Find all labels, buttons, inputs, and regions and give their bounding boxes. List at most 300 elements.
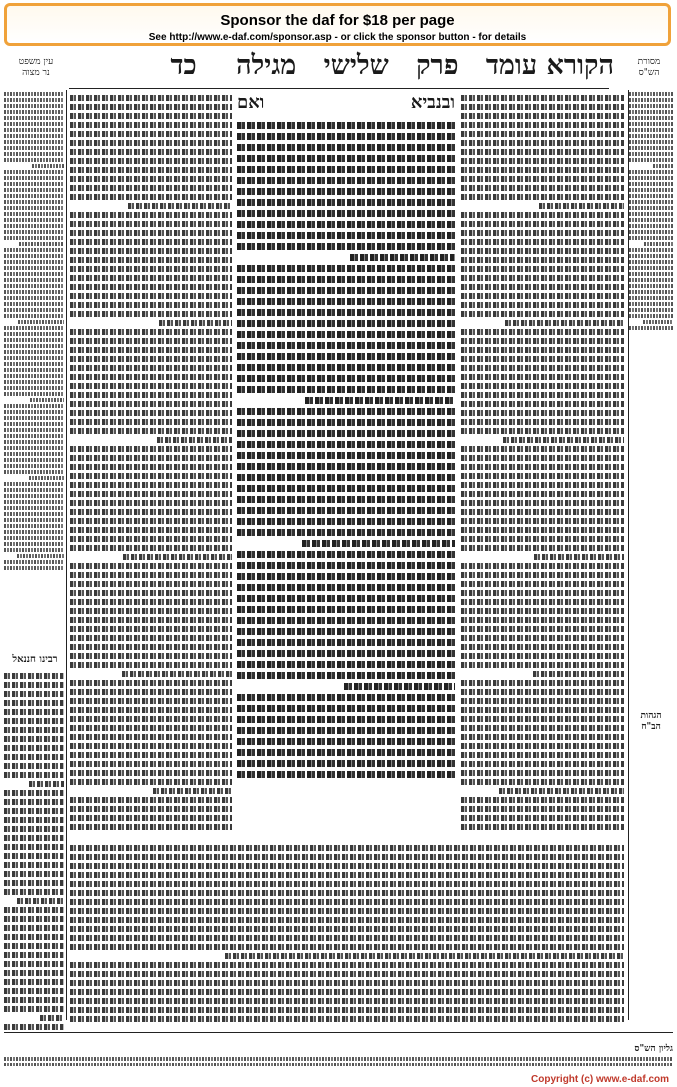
text-line: [533, 671, 624, 677]
text-line: [70, 401, 232, 407]
text-line: [70, 545, 232, 551]
text-line: [4, 961, 64, 967]
text-line: [237, 199, 455, 206]
text-line: [461, 167, 624, 173]
copyright-text: Copyright (c) www.e-daf.com: [531, 1074, 669, 1085]
text-line: [70, 617, 232, 623]
text-line: [4, 925, 64, 931]
text-line: [629, 140, 673, 144]
text-line: [70, 806, 232, 812]
gilyon-rule: [4, 1032, 673, 1033]
lower-commentary: [70, 842, 624, 1027]
tosafot-column: [70, 92, 232, 832]
text-line: [70, 563, 232, 569]
text-line: [70, 917, 624, 923]
text-line: [237, 375, 455, 382]
text-line: [70, 635, 232, 641]
text-line: [70, 599, 232, 605]
text-line: [4, 230, 64, 234]
text-line: [70, 482, 232, 488]
text-line: [70, 761, 232, 767]
text-line: [225, 953, 624, 959]
text-line: [237, 243, 455, 250]
sponsor-title: Sponsor the daf for $18 per page: [220, 12, 455, 29]
gilyon-heading: גליון הש"ס: [634, 1044, 673, 1054]
text-line: [461, 464, 624, 470]
text-line: [30, 398, 64, 402]
text-line: [4, 350, 64, 354]
text-line: [70, 509, 232, 515]
text-line: [461, 473, 624, 479]
text-line: [70, 311, 232, 317]
text-line: [4, 1057, 673, 1061]
text-line: [461, 239, 624, 245]
text-line: [629, 254, 673, 258]
text-line: [237, 738, 455, 745]
text-line: [70, 347, 232, 353]
text-line: [70, 365, 232, 371]
text-line: [461, 536, 624, 542]
text-line: [70, 824, 232, 830]
chapter-number: שלישי: [323, 50, 389, 81]
text-line: [461, 122, 624, 128]
text-line: [237, 463, 455, 470]
text-line: [629, 116, 673, 120]
text-line: [461, 707, 624, 713]
text-line: [4, 934, 64, 940]
text-line: [461, 626, 624, 632]
text-line: [461, 284, 624, 290]
text-line: [237, 716, 455, 723]
right-margin-label: מסורת הש"ס: [637, 57, 661, 78]
text-line: [461, 347, 624, 353]
text-line: [237, 298, 455, 305]
text-line: [70, 392, 232, 398]
text-line: [461, 221, 624, 227]
text-line: [237, 562, 455, 569]
text-line: [461, 212, 624, 218]
text-line: [157, 437, 232, 443]
text-line: [70, 500, 232, 506]
text-line: [629, 302, 673, 306]
text-line: [70, 725, 232, 731]
text-line: [629, 284, 673, 288]
text-line: [17, 554, 64, 558]
text-line: [70, 257, 232, 263]
text-line: [70, 176, 232, 182]
text-line: [70, 428, 232, 434]
text-line: [461, 563, 624, 569]
text-line: [461, 248, 624, 254]
text-line: [4, 434, 64, 438]
text-line: [70, 1007, 624, 1013]
text-line: [70, 248, 232, 254]
text-line: [70, 419, 232, 425]
text-line: [4, 278, 64, 282]
text-line: [70, 266, 232, 272]
text-line: [4, 542, 64, 546]
text-line: [4, 470, 64, 474]
text-line: [70, 644, 232, 650]
text-line: [4, 314, 64, 318]
text-line: [70, 989, 624, 995]
text-line: [40, 1015, 64, 1021]
text-line: [237, 694, 455, 701]
text-line: [70, 707, 232, 713]
text-line: [237, 584, 455, 591]
text-line: [461, 581, 624, 587]
text-line: [461, 509, 624, 515]
text-line: [4, 218, 64, 222]
text-line: [70, 185, 232, 191]
text-line: [17, 898, 64, 904]
text-line: [461, 95, 624, 101]
text-line: [4, 682, 64, 688]
opening-word-right: ובנביא: [410, 92, 455, 113]
rashi-column: [461, 92, 624, 832]
text-line: [70, 815, 232, 821]
text-line: [461, 734, 624, 740]
text-line: [32, 164, 64, 168]
text-line: [302, 540, 455, 547]
text-line: [461, 104, 624, 110]
sponsor-subtitle: See http://www.e-daf.com/sponsor.asp - or click the sponsor button - for details: [148, 32, 527, 43]
sponsor-banner[interactable]: [4, 3, 671, 46]
text-line: [70, 1016, 624, 1022]
chapter-word: פרק: [416, 50, 459, 81]
text-line: [70, 881, 624, 887]
text-line: [4, 410, 64, 414]
text-line: [4, 709, 64, 715]
text-line: [4, 194, 64, 198]
text-line: [4, 98, 64, 102]
text-line: [70, 527, 232, 533]
text-line: [461, 338, 624, 344]
text-line: [461, 482, 624, 488]
text-line: [629, 182, 673, 186]
text-line: [237, 474, 455, 481]
text-line: [461, 617, 624, 623]
text-line: [237, 551, 455, 558]
text-line: [70, 221, 232, 227]
text-line: [4, 188, 64, 192]
text-line: [4, 988, 64, 994]
text-line: [237, 573, 455, 580]
text-line: [4, 200, 64, 204]
text-line: [461, 356, 624, 362]
text-line: [237, 177, 455, 184]
text-line: [4, 416, 64, 420]
text-line: [461, 572, 624, 578]
talmud-page: [4, 50, 673, 1080]
text-line: [461, 293, 624, 299]
text-line: [539, 203, 624, 209]
text-line: [4, 524, 64, 528]
text-line: [629, 218, 673, 222]
text-line: [237, 441, 455, 448]
text-line: [461, 446, 624, 452]
text-line: [237, 705, 455, 712]
text-line: [4, 464, 64, 468]
text-line: [70, 608, 232, 614]
text-line: [461, 140, 624, 146]
text-line: [4, 844, 64, 850]
text-line: [4, 1006, 64, 1012]
text-line: [629, 212, 673, 216]
text-line: [461, 230, 624, 236]
text-line: [461, 608, 624, 614]
text-line: [4, 808, 64, 814]
text-line: [123, 554, 232, 560]
text-line: [4, 727, 64, 733]
text-line: [70, 194, 232, 200]
text-line: [4, 1024, 64, 1030]
text-line: [237, 386, 455, 393]
text-line: [499, 788, 625, 794]
text-line: [237, 496, 455, 503]
text-line: [4, 428, 64, 432]
text-line: [159, 320, 232, 326]
text-line: [4, 817, 64, 823]
text-line: [461, 194, 624, 200]
text-line: [70, 653, 232, 659]
text-line: [70, 383, 232, 389]
page-number: כד: [170, 50, 197, 81]
text-line: [4, 236, 64, 240]
text-line: [629, 122, 673, 126]
text-line: [18, 320, 64, 324]
text-line: [629, 206, 673, 210]
text-line: [461, 698, 624, 704]
header-rule: [69, 88, 609, 89]
text-line: [237, 133, 455, 140]
text-line: [461, 806, 624, 812]
text-line: [461, 176, 624, 182]
text-line: [629, 134, 673, 138]
text-line: [4, 952, 64, 958]
text-line: [70, 926, 624, 932]
text-line: [4, 446, 64, 450]
text-line: [237, 331, 455, 338]
text-line: [70, 464, 232, 470]
text-line: [4, 116, 64, 120]
text-line: [4, 110, 64, 114]
text-line: [70, 518, 232, 524]
text-line: [4, 254, 64, 258]
text-line: [503, 437, 624, 443]
text-line: [461, 419, 624, 425]
text-line: [461, 779, 624, 785]
text-line: [29, 781, 64, 787]
text-line: [70, 581, 232, 587]
text-line: [4, 916, 64, 922]
text-line: [70, 149, 232, 155]
text-line: [461, 761, 624, 767]
text-line: [128, 203, 232, 209]
left-margin-label: עין משפט נר מצוה: [18, 57, 54, 78]
text-line: [461, 653, 624, 659]
text-line: [4, 745, 64, 751]
text-line: [629, 152, 673, 156]
text-line: [4, 344, 64, 348]
text-line: [237, 265, 455, 272]
text-line: [4, 170, 64, 174]
text-line: [461, 824, 624, 830]
text-line: [629, 296, 673, 300]
text-line: [237, 452, 455, 459]
text-line: [4, 691, 64, 697]
text-line: [70, 845, 624, 851]
text-line: [643, 320, 673, 324]
text-line: [237, 188, 455, 195]
text-line: [70, 899, 624, 905]
text-line: [237, 760, 455, 767]
text-line: [4, 338, 64, 342]
text-line: [629, 104, 673, 108]
text-line: [461, 374, 624, 380]
text-line: [4, 736, 64, 742]
text-line: [4, 763, 64, 769]
text-line: [4, 212, 64, 216]
text-line: [461, 815, 624, 821]
text-line: [4, 122, 64, 126]
text-line: [461, 689, 624, 695]
text-line: [4, 506, 64, 510]
text-line: [237, 122, 455, 129]
text-line: [4, 871, 64, 877]
text-line: [4, 853, 64, 859]
text-line: [629, 176, 673, 180]
text-line: [4, 248, 64, 252]
text-line: [4, 790, 64, 796]
text-line: [70, 455, 232, 461]
text-line: [70, 302, 232, 308]
text-line: [70, 104, 232, 110]
text-line: [4, 206, 64, 210]
text-line: [629, 266, 673, 270]
text-line: [70, 491, 232, 497]
text-line: [70, 872, 624, 878]
text-line: [237, 430, 455, 437]
text-line: [4, 374, 64, 378]
text-line: [461, 131, 624, 137]
text-line: [4, 326, 64, 330]
text-line: [4, 512, 64, 516]
text-line: [70, 212, 232, 218]
text-line: [70, 962, 624, 968]
text-line: [237, 661, 455, 668]
text-line: [70, 284, 232, 290]
text-line: [461, 644, 624, 650]
text-line: [237, 628, 455, 635]
text-line: [461, 752, 624, 758]
text-line: [4, 494, 64, 498]
text-line: [461, 518, 624, 524]
text-line: [461, 635, 624, 641]
text-line: [70, 275, 232, 281]
text-line: [461, 428, 624, 434]
text-line: [237, 507, 455, 514]
text-line: [4, 548, 64, 552]
text-line: [461, 716, 624, 722]
text-line: [237, 749, 455, 756]
text-line: [4, 880, 64, 886]
text-line: [461, 266, 624, 272]
text-line: [4, 970, 64, 976]
text-line: [70, 743, 232, 749]
text-line: [629, 230, 673, 234]
text-line: [237, 617, 455, 624]
text-line: [4, 362, 64, 366]
text-line: [70, 293, 232, 299]
text-line: [70, 158, 232, 164]
text-line: [4, 673, 64, 679]
ein-mishpat-column: [4, 90, 64, 650]
text-line: [4, 536, 64, 540]
text-line: [70, 689, 232, 695]
tractate-name: מגילה: [236, 50, 297, 81]
text-line: [70, 890, 624, 896]
text-line: [70, 446, 232, 452]
text-line: [461, 590, 624, 596]
text-line: [4, 560, 64, 564]
text-line: [629, 248, 673, 252]
text-line: [4, 907, 64, 913]
text-line: [70, 113, 232, 119]
text-line: [70, 935, 624, 941]
text-line: [4, 296, 64, 300]
text-line: [237, 276, 455, 283]
text-line: [237, 727, 455, 734]
text-line: [4, 772, 64, 778]
text-line: [70, 980, 624, 986]
text-line: [461, 662, 624, 668]
text-line: [4, 979, 64, 985]
text-line: [461, 311, 624, 317]
text-line: [4, 260, 64, 264]
text-line: [237, 650, 455, 657]
text-line: [70, 329, 232, 335]
text-line: [237, 155, 455, 162]
text-line: [70, 140, 232, 146]
text-line: [4, 518, 64, 522]
text-line: [70, 338, 232, 344]
text-line: [4, 488, 64, 492]
text-line: [629, 308, 673, 312]
text-line: [70, 239, 232, 245]
text-line: [461, 599, 624, 605]
text-line: [237, 408, 455, 415]
text-line: [4, 308, 64, 312]
text-line: [4, 422, 64, 426]
text-line: [4, 266, 64, 270]
text-line: [237, 672, 455, 679]
text-line: [4, 799, 64, 805]
text-line: [4, 152, 64, 156]
text-line: [4, 566, 64, 570]
text-line: [629, 278, 673, 282]
text-line: [4, 380, 64, 384]
text-line: [534, 554, 624, 560]
text-line: [629, 260, 673, 264]
text-line: [70, 752, 232, 758]
text-line: [19, 242, 64, 246]
text-line: [461, 185, 624, 191]
text-line: [4, 182, 64, 186]
text-line: [4, 754, 64, 760]
gemara-column: [237, 92, 455, 782]
text-line: [4, 290, 64, 294]
